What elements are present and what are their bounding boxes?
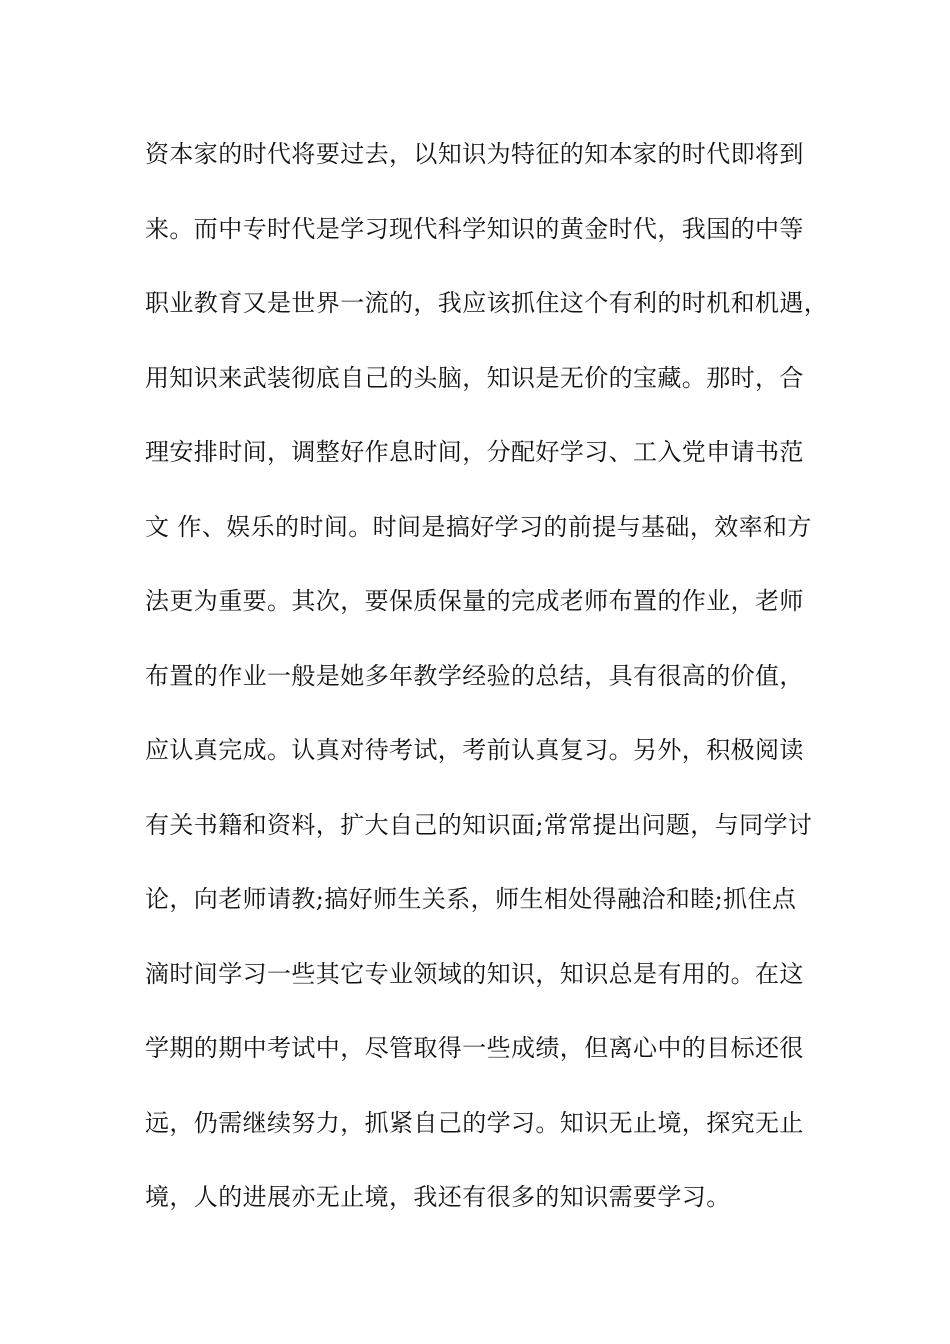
- text-line: 来。而中专时代是学习现代科学知识的黄金时代，我国的中等: [145, 214, 804, 243]
- text-line: 论，向老师请教;搞好师生关系，师生相处得融洽和睦;抓住点: [145, 885, 797, 913]
- text-line: 有关书籍和资料，扩大自己的知识面;常常提出问题，与同学讨: [145, 810, 813, 839]
- document-body: [145, 134, 845, 1252]
- text-line: 应认真完成。认真对待考试，考前认真复习。另外，积极阅读: [145, 736, 804, 764]
- text-line: 远，仍需继续努力，抓紧自己的学习。知识无止境，探究无止: [145, 1108, 804, 1137]
- text-line: 职业教育又是世界一流的，我应该抓住这个有利的时机和机遇，: [145, 289, 829, 317]
- text-line: 用知识来武装彻底自己的头脑，知识是无价的宝藏。那时，合: [145, 363, 804, 392]
- text-line: 布置的作业一般是她多年教学经验的总结，具有很高的价值，: [145, 661, 804, 690]
- text-line: 文 作、娱乐的时间。时间是搞好学习的前提与基础，效率和方: [145, 512, 812, 541]
- text-line: 理安排时间，调整好作息时间，分配好学习、工入党申请书范: [145, 438, 804, 466]
- text-line: 资本家的时代将要过去，以知识为特征的知本家的时代即将到: [145, 140, 804, 168]
- text-line: 境，人的进展亦无止境，我还有很多的知识需要学习。: [145, 1183, 731, 1211]
- text-line: 学期的期中考试中，尽管取得一些成绩，但离心中的目标还很: [145, 1034, 804, 1062]
- text-line: 法更为重要。其次，要保质保量的完成老师布置的作业，老师: [145, 587, 804, 615]
- text-line: 滴时间学习一些其它专业领域的知识，知识总是有用的。在这: [145, 959, 804, 988]
